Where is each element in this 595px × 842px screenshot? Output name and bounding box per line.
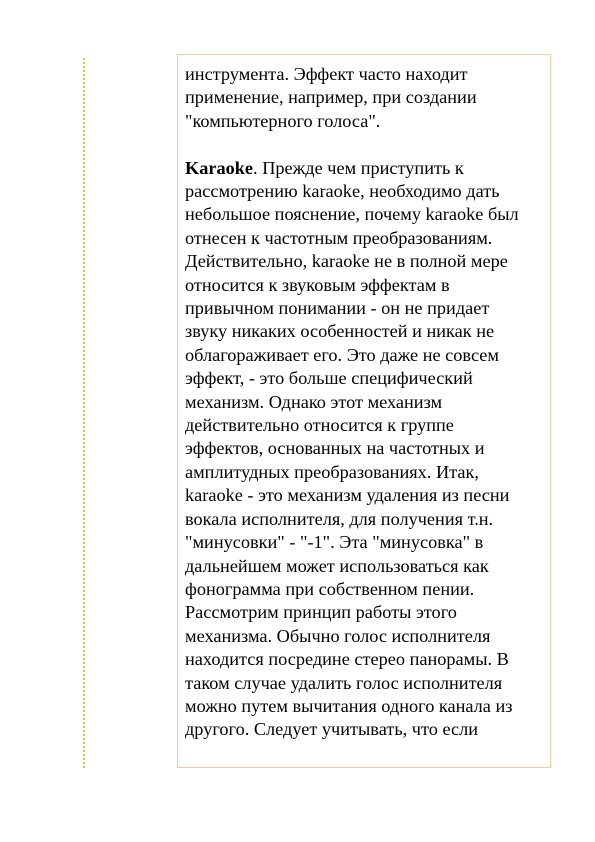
text-line: привычном понимании - он не придает	[185, 298, 490, 319]
paragraph-karaoke	[185, 157, 547, 742]
text-line: амплитудных преобразованиях. Итак,	[185, 461, 479, 482]
text-line: небольшое пояснение, почему karaoke был	[185, 204, 519, 225]
text-line: можно путем вычитания одного канала из	[185, 695, 513, 716]
text-line: находится посредине стерео панорамы. В	[185, 649, 509, 670]
karaoke-term: Karaoke	[185, 157, 254, 178]
text-line: karaoke - это механизм удаления из песни	[185, 485, 510, 506]
text-frame	[177, 54, 551, 768]
text-line: "компьютерного голоса".	[185, 110, 381, 131]
text-line: инструмента. Эффект часто находит	[185, 64, 468, 84]
paragraph-gap	[185, 133, 547, 156]
paragraph-intro	[185, 63, 547, 133]
text-line: применение, например, при создании	[185, 87, 477, 108]
text-line: механизм. Однако этот механизм	[185, 391, 443, 412]
margin-rule	[83, 58, 85, 768]
text-line: отнесен к частотным преобразованиям.	[185, 227, 493, 248]
text-line: эффект, - это больше специфический	[185, 368, 473, 389]
text-line: "минусовки" - "-1". Эта "минусовка" в	[185, 532, 484, 553]
text-line: дальнейшем может использоваться как	[185, 555, 489, 576]
text-line: относится к звуковым эффектам в	[185, 274, 450, 295]
text-line-first	[185, 157, 547, 180]
text-line: вокала исполнителя, для получения т.н.	[185, 508, 494, 529]
first-line-rest: . Прежде чем приступить к	[253, 157, 464, 178]
text-line: фонограмма при собственном пении.	[185, 578, 475, 599]
text-line: Рассмотрим принцип работы этого	[185, 602, 457, 623]
text-line: облагораживает его. Это даже не совсем	[185, 344, 499, 365]
text-line: Действительно, karaoke не в полной мере	[185, 251, 508, 272]
text-line: рассмотрению karaoke, необходимо дать	[185, 181, 500, 202]
text-line: механизма. Обычно голос исполнителя	[185, 625, 491, 646]
text-line: действительно относится к группе	[185, 415, 454, 436]
text-body	[185, 63, 547, 742]
text-line: другого. Следует учитывать, что если	[185, 719, 479, 740]
text-line: эффектов, основанных на частотных и	[185, 438, 485, 459]
text-line: звуку никаких особенностей и никак не	[185, 321, 495, 342]
text-line: таком случае удалить голос исполнителя	[185, 672, 503, 693]
